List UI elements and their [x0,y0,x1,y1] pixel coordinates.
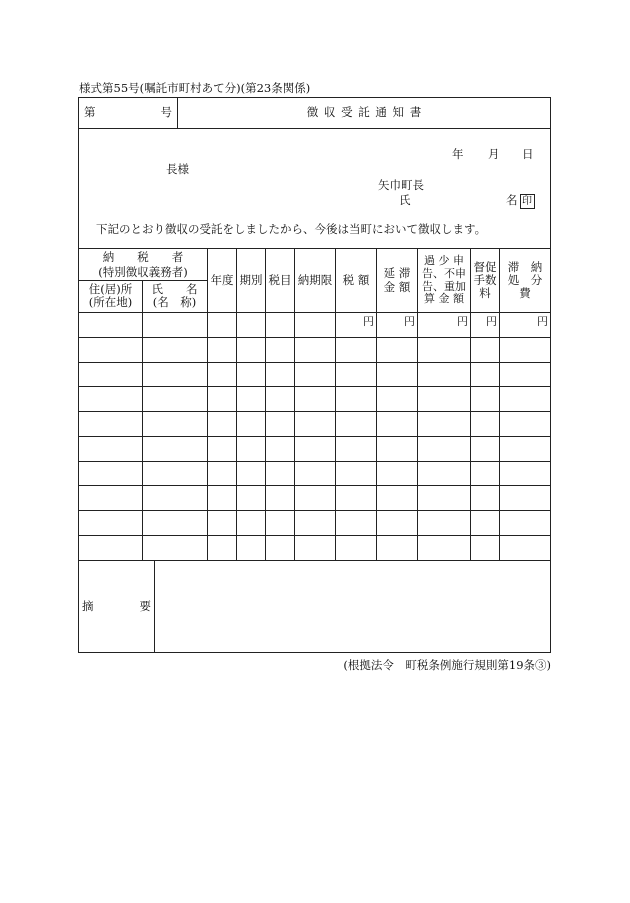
penalty-line1: 過 少 申 [424,254,464,268]
period-heading: 期別 [239,272,263,287]
latefee-line2: 金 額 [383,279,411,294]
col-divider-name [142,280,143,560]
reminder-heading [471,249,499,312]
taxpayer-special-heading: (特別徴収義務者) [98,264,188,279]
rule-row-2 [78,362,551,363]
penalty-line3: 告、重加 [422,279,466,293]
yen-delinquency: 円 [537,315,548,328]
rule-row-7 [78,485,551,486]
name-line2: (名 称) [152,295,197,309]
yen-reminder: 円 [486,315,497,328]
number-field [84,104,172,122]
penalty-heading [418,249,470,312]
reminder-line1: 督促 [473,259,497,274]
yen-penalty: 円 [457,315,468,328]
rule-row-9 [78,535,551,536]
date-month: 月 [488,147,500,161]
footer-note: (根拠法令 町税条例施行規則第19条③) [343,658,551,672]
date-day: 日 [522,147,534,161]
yen-taxamount: 円 [363,315,374,328]
sender-name-right-group [506,192,535,209]
address-line1: 住(居)所 [88,281,133,296]
latefee-heading [377,249,417,312]
taxamount-heading: 税 額 [342,272,370,287]
remarks-area[interactable] [156,562,549,651]
sender-name-right: 名 [506,193,518,207]
delinquency-heading [500,249,550,312]
addressee: 長様 [166,162,189,176]
delinquency-line2: 処 分 [507,272,543,287]
delinquency-line1: 滞 納 [507,259,543,274]
form-title: 徴 収 受 託 通 知 書 [306,105,423,120]
col-divider-remarks [154,560,155,653]
reminder-line2: 手数 [473,272,497,287]
rule-row-5 [78,436,551,437]
rule-table-header [78,312,551,313]
address-line2: (所在地) [88,295,133,309]
taxpayer-heading: 納 税 者 [102,249,184,264]
duedate-heading: 納期限 [297,272,333,287]
penalty-line4: 算 金 額 [424,292,464,306]
number-right: 号 [160,105,172,120]
seal-mark: 印 [520,194,535,209]
number-left: 第 [84,105,96,120]
rule-row-1 [78,337,551,338]
reminder-line3: 料 [479,286,491,301]
year-heading: 年度 [210,272,234,287]
rule-row-4 [78,411,551,412]
taxitem-heading: 税目 [268,272,292,287]
sender-title: 矢巾町長 [378,178,424,192]
yen-latefee: 円 [404,315,415,328]
rule-row-8 [78,510,551,511]
sender-name-left: 氏 [399,193,411,207]
rule-row-6 [78,461,551,462]
name-line1: 氏 名 [151,281,198,296]
latefee-line1: 延 滞 [383,266,411,281]
form-caption: 様式第55号(嘱託市町村あて分)(第23条関係) [79,81,311,95]
date-year: 年 [452,147,464,161]
name-heading [143,282,206,310]
remarks-label: 摘 要 [82,598,151,613]
address-heading [80,282,141,310]
rule-header [78,128,551,129]
penalty-line2: 告、不申 [422,266,466,280]
delinquency-line3: 費 [519,286,531,301]
notice-text: 下記のとおり徴収の受託をしましたから、今後は当町において徴収します。 [96,222,487,236]
rule-row-3 [78,386,551,387]
